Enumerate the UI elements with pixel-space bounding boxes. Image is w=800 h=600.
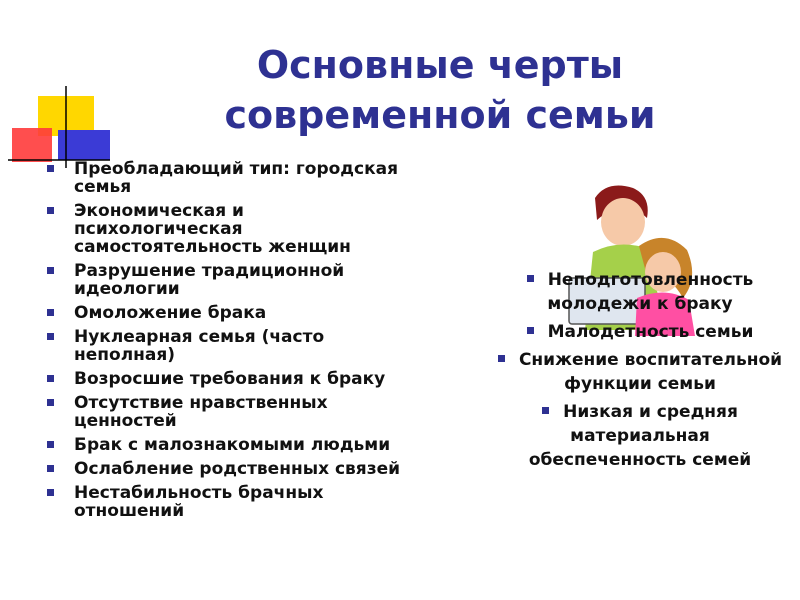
square-bullet-icon: [527, 275, 534, 282]
square-bullet-icon: [47, 165, 54, 172]
page-title: [150, 40, 730, 140]
list-item: Снижение воспитательной функции семьи: [490, 348, 790, 396]
red-square: [12, 128, 52, 162]
square-bullet-icon: [47, 333, 54, 340]
left-bullet-list: [44, 160, 414, 526]
square-bullet-icon: [47, 399, 54, 406]
title-line-2: современной семьи: [224, 93, 656, 138]
square-bullet-icon: [47, 375, 54, 382]
list-item: Неподготовленность молодежи к браку: [490, 268, 790, 316]
list-item: Низкая и средняя материальная обеспеченность семей: [528, 402, 752, 470]
square-bullet-icon: [542, 407, 549, 414]
square-bullet-icon: [47, 207, 54, 214]
list-item: Нуклеарная семья (часто неполная): [44, 328, 414, 364]
square-bullet-icon: [47, 309, 54, 316]
square-bullet-icon: [47, 489, 54, 496]
list-item: Экономическая и психологическая самостоятельность женщин: [44, 202, 414, 256]
list-item: Нестабильность брачных отношений: [44, 484, 414, 520]
square-bullet-icon: [47, 465, 54, 472]
right-bullet-list: [490, 268, 790, 472]
square-bullet-icon: [527, 327, 534, 334]
list-item: Разрушение традиционной идеологии: [44, 262, 414, 298]
list-item: Преобладающий тип: городская семья: [44, 160, 414, 196]
square-bullet-icon: [47, 267, 54, 274]
man-face: [601, 198, 645, 246]
list-item: Ослабление родственных связей: [44, 460, 414, 478]
list-item: Брак с малознакомыми людьми: [44, 436, 414, 454]
square-bullet-icon: [498, 355, 505, 362]
list-item: Возросшие требования к браку: [44, 370, 414, 388]
list-item: Омоложение брака: [44, 304, 414, 322]
square-bullet-icon: [47, 441, 54, 448]
list-item: Отсутствие нравственных ценностей: [44, 394, 414, 430]
list-item: Малодетность семьи: [490, 320, 790, 344]
decorative-squares: [0, 0, 120, 170]
title-line-1: Основные черты: [256, 43, 624, 87]
